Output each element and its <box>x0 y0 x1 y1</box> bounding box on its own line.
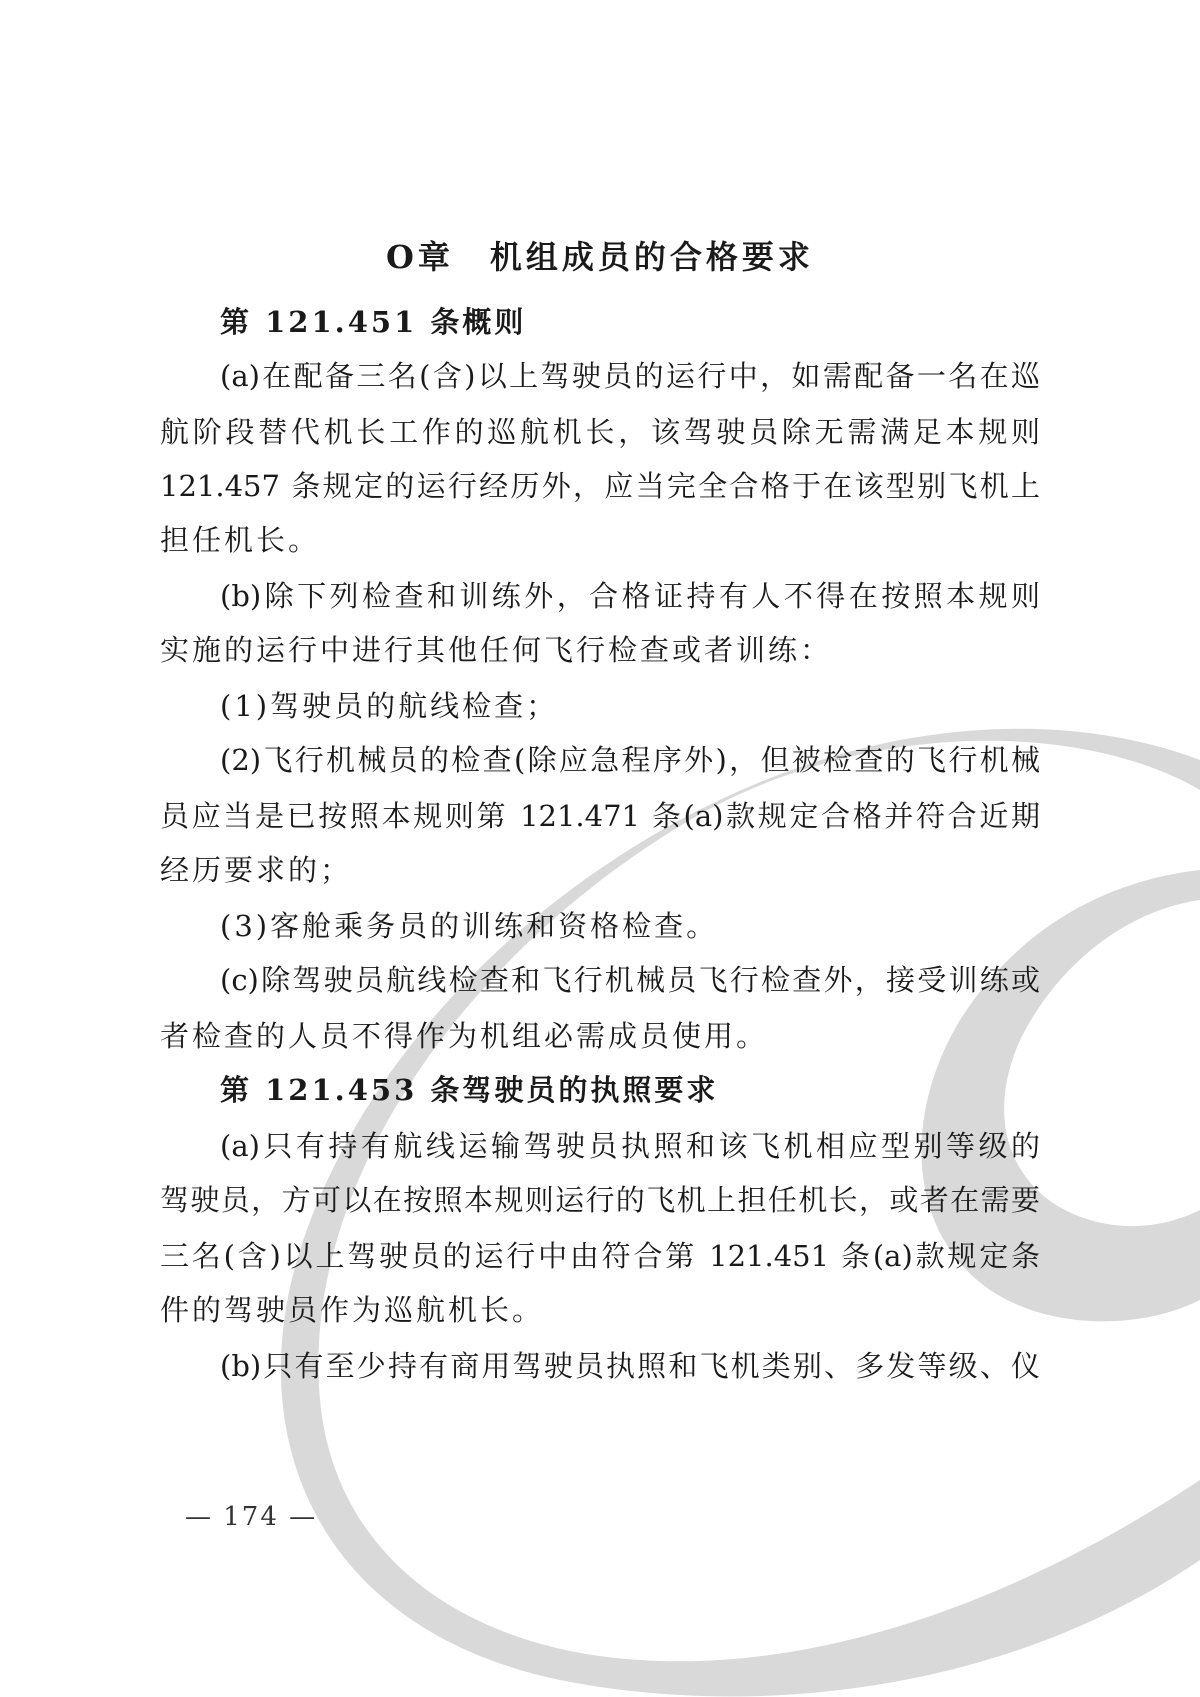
section-heading-121-451: 第 121.451 条概则 <box>220 305 527 339</box>
paragraph-line: 121.457 条规定的运行经历外，应当完全合格于在该型别飞机上 <box>160 469 1040 503</box>
paragraph-line: (1)驾驶员的航线检查； <box>220 689 559 723</box>
paragraph-line: 员应当是已按照本规则第 121.471 条(a)款规定合格并符合近期 <box>160 799 1040 833</box>
paragraph-line: 件的驾驶员作为巡航机长。 <box>160 1293 545 1327</box>
paragraph-line: 者检查的人员不得作为机组必需成员使用。 <box>160 1019 769 1053</box>
paragraph-line: (2)飞行机械员的检查(除应急程序外)，但被检查的飞行机械 <box>220 743 1040 777</box>
paragraph-line: (a)只有持有航线运输驾驶员执照和该飞机相应型别等级的 <box>220 1129 1040 1163</box>
paragraph-line: 驾驶员，方可以在按照本规则运行的飞机上担任机长，或者在需要 <box>160 1183 1040 1217</box>
paragraph-line: 航阶段替代机长工作的巡航机长，该驾驶员除无需满足本规则 <box>160 415 1040 449</box>
paragraph-line: (b)除下列检查和训练外，合格证持有人不得在按照本规则 <box>220 579 1040 613</box>
section-heading-121-453: 第 121.453 条驾驶员的执照要求 <box>220 1073 719 1107</box>
paragraph-line: 担任机长。 <box>160 523 321 557</box>
paragraph-line: 三名(含)以上驾驶员的运行中由符合第 121.451 条(a)款规定条 <box>160 1239 1040 1273</box>
paragraph-line: (b)只有至少持有商用驾驶员执照和飞机类别、多发等级、仪 <box>220 1349 1040 1383</box>
chapter-title: O章 机组成员的合格要求 <box>386 238 814 276</box>
paragraph-line: (a)在配备三名(含)以上驾驶员的运行中，如需配备一名在巡 <box>220 359 1040 393</box>
paragraph-line: 实施的运行中进行其他任何飞行检查或者训练： <box>160 633 833 667</box>
page-number: — 174 — <box>185 1502 318 1532</box>
paragraph-line: 经历要求的； <box>160 853 353 887</box>
paragraph-line: (c)除驾驶员航线检查和飞行机械员飞行检查外，接受训练或 <box>220 963 1040 997</box>
paragraph-line: (3)客舱乘务员的训练和资格检查。 <box>220 909 719 943</box>
